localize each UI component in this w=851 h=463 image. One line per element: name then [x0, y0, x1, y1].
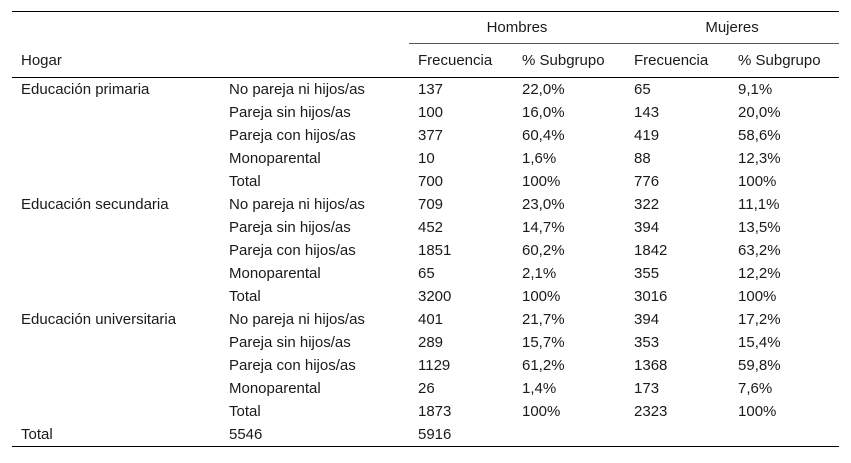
- mujeres-frecuencia-cell: 322: [634, 196, 660, 213]
- table-header: [12, 12, 839, 78]
- mujeres-subgrupo-cell: 63,2%: [738, 242, 781, 259]
- hombres-subgrupo-cell: 22,0%: [522, 81, 565, 98]
- table-row: [12, 308, 839, 331]
- hogar-type-cell: Total: [229, 288, 261, 305]
- header-empty-cell: [12, 12, 220, 44]
- section-label-cell: [12, 331, 220, 354]
- group-header-mujeres: Mujeres: [625, 12, 839, 44]
- mujeres-frecuencia-cell: 355: [634, 265, 660, 282]
- hombres-frecuencia-cell: 700: [418, 173, 444, 190]
- mujeres-frecuencia-cell: 173: [634, 380, 660, 397]
- hombres-subgrupo-cell: 1,4%: [522, 380, 557, 397]
- data-table-container: [12, 11, 839, 447]
- mujeres-frecuencia-cell: 143: [634, 104, 660, 121]
- mujeres-subgrupo-cell: 100%: [738, 288, 777, 305]
- hombres-frecuencia-cell: 26: [418, 380, 435, 397]
- hombres-frecuencia-cell: 65: [418, 265, 435, 282]
- hombres-subgrupo-cell: 23,0%: [522, 196, 565, 213]
- header-mujeres-subgrupo: % Subgrupo: [729, 44, 839, 78]
- hombres-frecuencia-cell: 137: [418, 81, 444, 98]
- mujeres-frecuencia-cell: 88: [634, 150, 651, 167]
- hogar-type-cell: No pareja ni hijos/as: [229, 81, 365, 98]
- hombres-frecuencia-cell: 709: [418, 196, 444, 213]
- hombres-frecuencia-cell: 1129: [418, 357, 451, 374]
- mujeres-frecuencia-cell: 1842: [634, 242, 668, 259]
- table-row: [12, 170, 839, 193]
- table-row: [12, 262, 839, 285]
- table-row: [12, 78, 839, 102]
- hombres-frecuencia-cell: 452: [418, 219, 444, 236]
- hogar-type-cell: Monoparental: [229, 380, 321, 397]
- mujeres-frecuencia-cell: 394: [634, 311, 660, 328]
- hogar-type-cell: Pareja sin hijos/as: [229, 334, 351, 351]
- total-label-cell: Total: [12, 423, 220, 447]
- hombres-subgrupo-cell: 14,7%: [522, 219, 565, 236]
- mujeres-subgrupo-cell: 9,1%: [738, 81, 773, 98]
- hogar-type-cell: Pareja con hijos/as: [229, 127, 356, 144]
- group-header-hombres: Hombres: [409, 12, 625, 44]
- mujeres-frecuencia-cell: 419: [634, 127, 660, 144]
- table-row: [12, 331, 839, 354]
- section-label-cell: Educación secundaria: [21, 196, 169, 213]
- total-hombres-cell: 5546: [220, 423, 409, 447]
- hombres-subgrupo-cell: 16,0%: [522, 104, 565, 121]
- hombres-subgrupo-cell: 100%: [522, 288, 561, 305]
- table-row: [12, 193, 839, 216]
- hogar-type-cell: Total: [229, 173, 261, 190]
- section-label-cell: [12, 101, 220, 124]
- mujeres-subgrupo-cell: 20,0%: [738, 104, 781, 121]
- mujeres-frecuencia-cell: 1368: [634, 357, 668, 374]
- section-label-cell: [12, 400, 220, 423]
- mujeres-frecuencia-cell: 353: [634, 334, 660, 351]
- mujeres-subgrupo-cell: 7,6%: [738, 380, 773, 397]
- section-label-cell: [12, 354, 220, 377]
- hombres-frecuencia-cell: 289: [418, 334, 444, 351]
- table-body: [12, 78, 839, 447]
- mujeres-subgrupo-cell: 12,2%: [738, 265, 781, 282]
- hombres-frecuencia-cell: 401: [418, 311, 444, 328]
- mujeres-subgrupo-cell: 100%: [738, 403, 777, 420]
- section-label-cell: [12, 262, 220, 285]
- mujeres-subgrupo-cell: 58,6%: [738, 127, 781, 144]
- table-row: [12, 354, 839, 377]
- header-empty-cell: [220, 44, 409, 78]
- section-label-cell: [12, 170, 220, 193]
- section-label-cell: [12, 216, 220, 239]
- mujeres-frecuencia-cell: 394: [634, 219, 660, 236]
- hogar-type-cell: Pareja sin hijos/as: [229, 219, 351, 236]
- header-empty-cell: [220, 12, 409, 44]
- empty-cell: [625, 423, 729, 447]
- hombres-subgrupo-cell: 15,7%: [522, 334, 565, 351]
- mujeres-frecuencia-cell: 65: [634, 81, 651, 98]
- table-row: [12, 239, 839, 262]
- hombres-subgrupo-cell: 21,7%: [522, 311, 565, 328]
- table-row: [12, 124, 839, 147]
- mujeres-subgrupo-cell: 11,1%: [738, 196, 780, 213]
- data-table: [12, 11, 839, 447]
- table-row: [12, 216, 839, 239]
- hombres-frecuencia-cell: 3200: [418, 288, 452, 305]
- total-row: [12, 423, 839, 447]
- hogar-type-cell: Monoparental: [229, 265, 321, 282]
- hogar-type-cell: Pareja con hijos/as: [229, 242, 356, 259]
- header-mujeres-frecuencia: Frecuencia: [625, 44, 729, 78]
- section-label-cell: [12, 377, 220, 400]
- hombres-subgrupo-cell: 100%: [522, 173, 561, 190]
- hombres-subgrupo-cell: 100%: [522, 403, 561, 420]
- section-label-cell: [12, 124, 220, 147]
- hombres-frecuencia-cell: 1873: [418, 403, 452, 420]
- mujeres-subgrupo-cell: 12,3%: [738, 150, 781, 167]
- mujeres-subgrupo-cell: 13,5%: [738, 219, 781, 236]
- empty-cell: [729, 423, 839, 447]
- header-hogar: Hogar: [12, 44, 220, 78]
- table-row: [12, 400, 839, 423]
- mujeres-subgrupo-cell: 100%: [738, 173, 777, 190]
- hombres-frecuencia-cell: 100: [418, 104, 444, 121]
- hogar-type-cell: Total: [229, 403, 261, 420]
- section-label-cell: [12, 239, 220, 262]
- hombres-frecuencia-cell: 10: [418, 150, 435, 167]
- section-label-cell: [12, 285, 220, 308]
- empty-cell: [513, 423, 625, 447]
- mujeres-frecuencia-cell: 3016: [634, 288, 668, 305]
- table-row: [12, 285, 839, 308]
- section-label-cell: Educación universitaria: [21, 311, 177, 328]
- section-label-cell: Educación primaria: [21, 81, 150, 98]
- hombres-frecuencia-cell: 377: [418, 127, 444, 144]
- mujeres-subgrupo-cell: 59,8%: [738, 357, 781, 374]
- table-row: [12, 377, 839, 400]
- mujeres-frecuencia-cell: 2323: [634, 403, 668, 420]
- hombres-subgrupo-cell: 60,4%: [522, 127, 565, 144]
- table-row: [12, 147, 839, 170]
- header-hombres-subgrupo: % Subgrupo: [513, 44, 625, 78]
- header-hombres-frecuencia: Frecuencia: [409, 44, 513, 78]
- hogar-type-cell: No pareja ni hijos/as: [229, 196, 365, 213]
- table-row: [12, 101, 839, 124]
- hogar-type-cell: No pareja ni hijos/as: [229, 311, 365, 328]
- hombres-subgrupo-cell: 61,2%: [522, 357, 565, 374]
- hombres-subgrupo-cell: 60,2%: [522, 242, 565, 259]
- hombres-subgrupo-cell: 2,1%: [522, 265, 557, 282]
- section-label-cell: [12, 147, 220, 170]
- hogar-type-cell: Pareja sin hijos/as: [229, 104, 351, 121]
- hogar-type-cell: Pareja con hijos/as: [229, 357, 356, 374]
- mujeres-frecuencia-cell: 776: [634, 173, 660, 190]
- hombres-frecuencia-cell: 1851: [418, 242, 452, 259]
- hombres-subgrupo-cell: 1,6%: [522, 150, 557, 167]
- total-mujeres-cell: 5916: [409, 423, 513, 447]
- mujeres-subgrupo-cell: 17,2%: [738, 311, 781, 328]
- mujeres-subgrupo-cell: 15,4%: [738, 334, 781, 351]
- hogar-type-cell: Monoparental: [229, 150, 321, 167]
